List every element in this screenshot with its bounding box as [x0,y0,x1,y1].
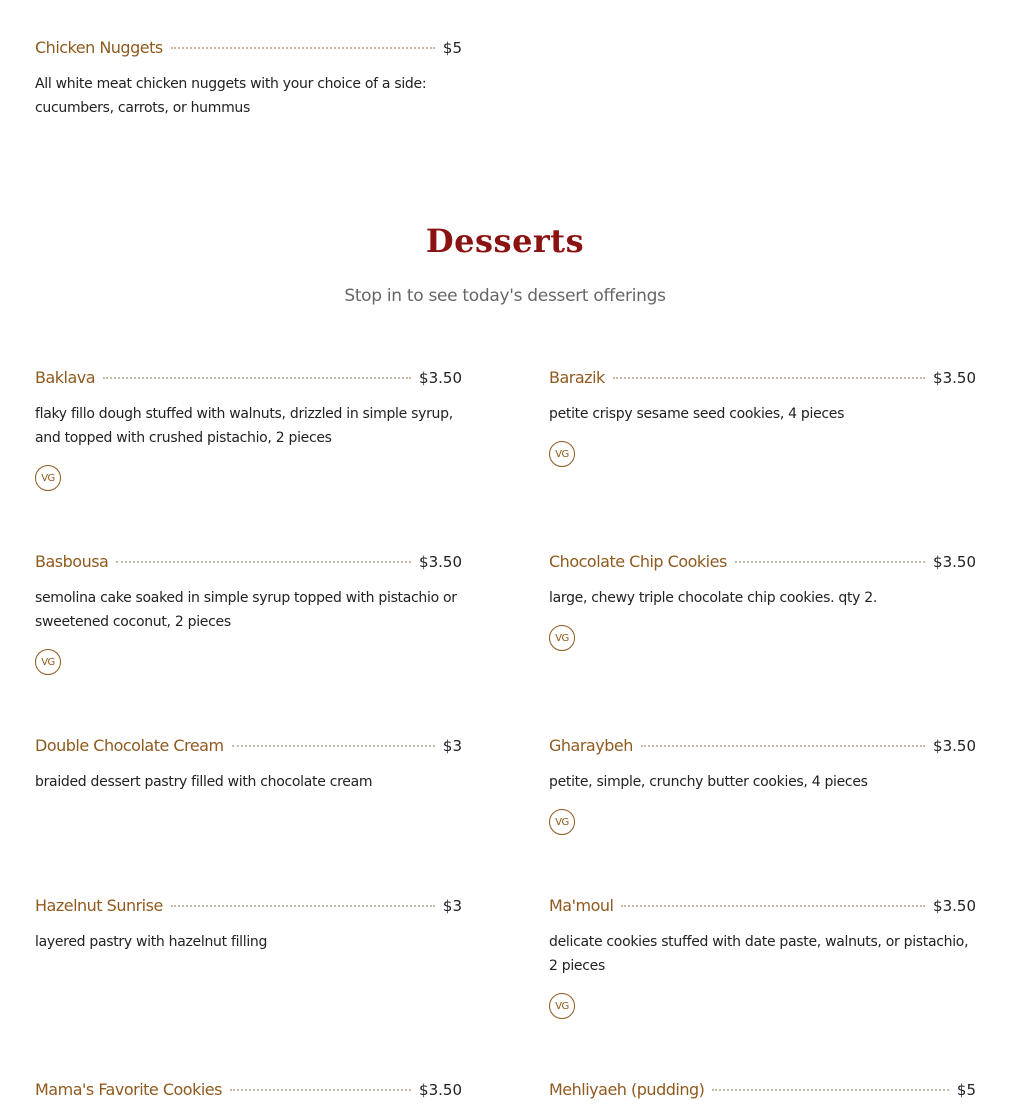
menu-item-header [549,896,976,922]
menu-item-description: delicate cookies stuffed with date paste, walnuts, or pistachio, 2 pieces [549,934,969,974]
menu-item-name: Ma'moul [549,896,614,915]
menu-item-description: flaky fillo dough stuffed with walnuts, drizzled in simple syrup, and topped with crushed pistachio, 2 pieces [35,406,453,446]
vegetarian-badge-icon: VG [549,993,575,1019]
menu-item-name: Baklava [35,368,96,387]
dot-leader [712,1089,949,1091]
dot-leader [641,745,925,747]
menu-item-mamoul [549,896,976,1019]
dot-leader [171,905,435,907]
menu-item-price: $3.50 [419,1081,462,1099]
menu-item-header [549,552,976,578]
menu-item-barazik [549,368,976,467]
menu-item-chicken-nuggets [35,38,462,120]
menu-item-header [35,1080,462,1106]
menu-item-description: petite crispy sesame seed cookies, 4 pieces [549,406,845,422]
menu-item-name: Double Chocolate Cream [35,736,224,755]
vegetarian-badge-icon: VG [35,465,61,491]
dot-leader [103,377,411,379]
menu-item-header [35,896,462,922]
menu-item-description: braided dessert pastry filled with chocolate cream [35,774,373,790]
dot-leader [171,47,435,49]
menu-item-name: Mama's Favorite Cookies [35,1080,222,1099]
dot-leader [613,377,925,379]
menu-item-name: Gharaybeh [549,736,633,755]
menu-item-description: petite, simple, crunchy butter cookies, 4 pieces [549,774,868,790]
menu-item-description: layered pastry with hazelnut filling [35,934,268,950]
menu-item-price: $3.50 [933,737,976,755]
menu-item-mamas-favorite-cookies [35,1080,462,1106]
menu-item-price: $3.50 [419,553,462,571]
vegetarian-badge-icon: VG [35,649,61,675]
menu-item-header [35,368,462,394]
menu-item-price: $5 [442,39,462,57]
menu-item-header [35,736,462,762]
menu-item-description: All white meat chicken nuggets with your choice of a side: cucumbers, carrots, or hummus [35,76,427,116]
dot-leader [621,905,925,907]
vegetarian-badge-icon: VG [549,625,575,651]
menu-item-price: $3 [442,897,462,915]
dot-leader [232,745,435,747]
menu-item-price: $3.50 [933,369,976,387]
section-subtitle: Stop in to see today's dessert offerings [344,286,666,306]
menu-item-header [35,552,462,578]
menu-item-mehliyaeh [549,1080,976,1106]
menu-item-name: Barazik [549,368,605,387]
menu-item-header [35,38,462,64]
menu-item-gharaybeh [549,736,976,835]
vegetarian-badge-icon: VG [549,809,575,835]
menu-item-baklava [35,368,462,491]
menu-item-name: Basbousa [35,552,109,571]
menu-item-price: $3.50 [933,553,976,571]
menu-item-description: large, chewy triple chocolate chip cookies. qty 2. [549,590,878,606]
menu-item-header [549,736,976,762]
section-title: Desserts [425,222,585,260]
menu-item-header [549,1080,976,1106]
menu-item-basbousa [35,552,462,675]
menu-item-name: Chicken Nuggets [35,38,163,57]
menu-item-price: $3 [442,737,462,755]
menu-item-double-chocolate-cream [35,736,462,794]
menu-item-header [549,368,976,394]
dot-leader [230,1089,411,1091]
menu-item-chocolate-chip-cookies [549,552,976,651]
dot-leader [735,561,925,563]
menu-item-price: $3.50 [933,897,976,915]
menu-item-name: Hazelnut Sunrise [35,896,163,915]
menu-item-price: $3.50 [419,369,462,387]
menu-item-name: Mehliyaeh (pudding) [549,1080,705,1099]
menu-item-description: semolina cake soaked in simple syrup topped with pistachio or sweetened coconut, 2 pieces [35,590,457,630]
menu-item-price: $5 [956,1081,976,1099]
menu-item-hazelnut-sunrise [35,896,462,954]
dot-leader [116,561,411,563]
vegetarian-badge-icon: VG [549,441,575,467]
menu-item-name: Chocolate Chip Cookies [549,552,727,571]
